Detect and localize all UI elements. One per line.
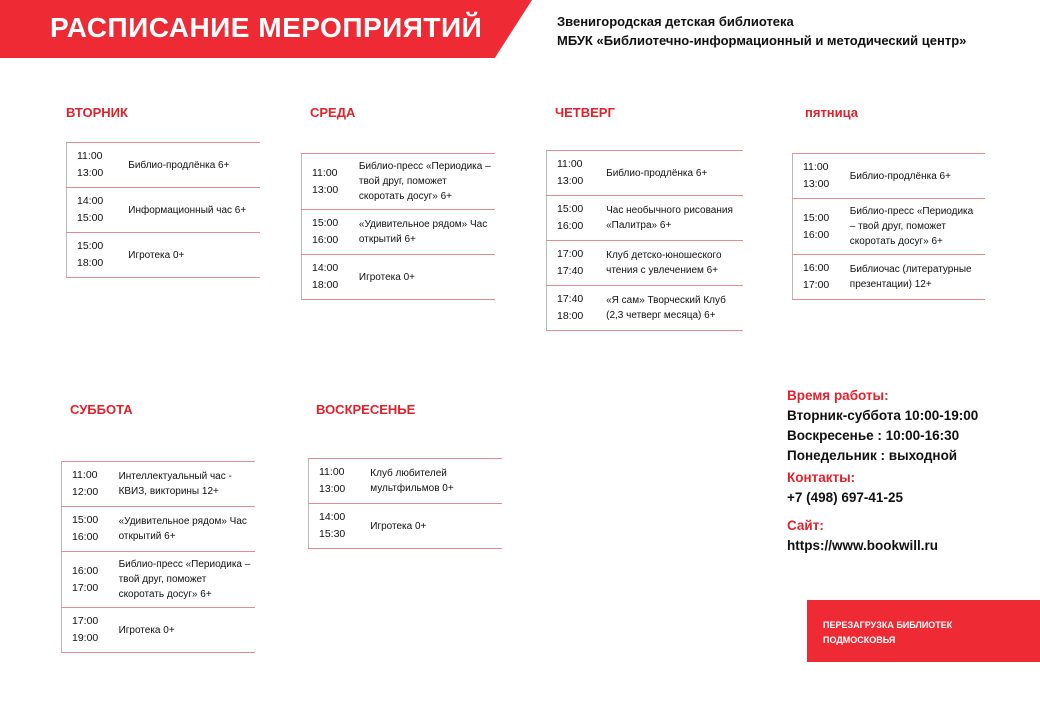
event-end-time: 15:00: [77, 212, 104, 224]
event-end-time: 12:00: [72, 486, 99, 498]
schedule-row: [62, 507, 256, 552]
event-end-time: 19:00: [72, 632, 99, 644]
schedule-row: [547, 286, 744, 331]
schedule-row: [793, 154, 986, 199]
working-hours: [787, 386, 978, 466]
site-url[interactable]: https://www.bookwill.ru: [787, 538, 938, 553]
event-time: [62, 552, 115, 608]
schedule-row: [309, 459, 503, 504]
schedule-row: [67, 143, 261, 188]
event-time: [62, 462, 115, 507]
event-end-time: 16:00: [557, 220, 584, 232]
schedule-row: [62, 552, 256, 608]
event-title: Библио-пресс «Периодика – твой друг, поможет скоротать досуг» 6+: [355, 154, 495, 210]
footer-text: [823, 618, 983, 648]
schedule-row: [302, 210, 496, 255]
event-time: [67, 233, 125, 278]
event-start-time: 15:00: [77, 240, 104, 252]
event-title: Библио-продлёнка 6+: [846, 154, 985, 199]
event-time: [67, 143, 125, 188]
schedule-row: [793, 255, 986, 300]
event-time: [309, 459, 367, 504]
event-time: [547, 151, 603, 196]
event-title: Час необычного рисования «Палитра» 6+: [602, 196, 743, 241]
day-heading: пятница: [805, 105, 859, 120]
event-time: [547, 196, 603, 241]
event-title: Информационный час 6+: [124, 188, 260, 233]
organization-name: [557, 12, 966, 50]
event-title: Игротека 0+: [366, 504, 502, 549]
org-line-2: МБУК «Библиотечно-информационный и методический центр»: [557, 33, 967, 48]
event-title: Библио-пресс «Периодика – твой друг, поможет скоротать досуг» 6+: [846, 199, 985, 255]
event-end-time: 16:00: [312, 234, 339, 246]
event-start-time: 14:00: [312, 262, 339, 274]
event-start-time: 11:00: [803, 161, 829, 173]
event-title: Игротека 0+: [355, 255, 495, 300]
event-start-time: 11:00: [77, 150, 103, 162]
footer-line-1: ПЕРЕЗАГРУЗКА БИБЛИОТЕК: [823, 620, 953, 630]
event-title: Игротека 0+: [115, 608, 255, 653]
phone-number: +7 (498) 697-41-25: [787, 490, 903, 505]
day-heading: ВОСКРЕСЕНЬЕ: [316, 402, 416, 417]
event-end-time: 13:00: [557, 175, 584, 187]
schedule-row: [302, 154, 496, 210]
event-title: Библио-пресс «Периодика – твой друг, поможет скоротать досуг» 6+: [115, 552, 255, 608]
event-start-time: 11:00: [319, 466, 345, 478]
event-end-time: 18:00: [77, 257, 104, 269]
page-title: РАСПИСАНИЕ МЕРОПРИЯТИЙ: [50, 12, 483, 43]
event-start-time: 17:40: [557, 293, 584, 305]
hours-line-2: Воскресенье : 10:00-16:30: [787, 428, 960, 443]
event-time: [62, 608, 115, 653]
schedule-row: [309, 504, 503, 549]
event-start-time: 11:00: [557, 158, 583, 170]
event-start-time: 17:00: [557, 248, 584, 260]
event-start-time: 16:00: [803, 262, 830, 274]
event-time: [302, 210, 355, 255]
event-end-time: 18:00: [557, 310, 584, 322]
hours-line-3: Понедельник : выходной: [787, 448, 958, 463]
footer-line-2: ПОДМОСКОВЬЯ: [823, 635, 896, 645]
schedule-table: [308, 458, 502, 549]
event-end-time: 16:00: [72, 531, 99, 543]
event-title: Библиочас (литературные презентации) 12+: [846, 255, 985, 300]
event-start-time: 14:00: [319, 511, 346, 523]
hours-line-1: Вторник-суббота 10:00-19:00: [787, 408, 979, 423]
event-time: [309, 504, 367, 549]
event-time: [62, 507, 115, 552]
contacts: [787, 468, 903, 508]
event-start-time: 15:00: [557, 203, 584, 215]
event-end-time: 17:00: [803, 279, 830, 291]
schedule-row: [793, 199, 986, 255]
schedule-row: [547, 151, 744, 196]
org-line-1: Звенигородская детская библиотека: [557, 14, 794, 29]
schedule-row: [547, 196, 744, 241]
event-start-time: 11:00: [312, 166, 338, 179]
footer-banner: [807, 600, 1040, 662]
event-time: [793, 199, 846, 255]
schedule-table: [301, 153, 495, 300]
contacts-label: Контакты:: [787, 470, 856, 485]
day-heading: ВТОРНИК: [66, 105, 128, 120]
event-title: Игротека 0+: [124, 233, 260, 278]
event-time: [793, 154, 846, 199]
event-title: Интеллектуальный час - КВИЗ, викторины 12+: [115, 462, 255, 507]
schedule-row: [67, 233, 261, 278]
day-heading: ЧЕТВЕРГ: [555, 105, 615, 120]
event-time: [793, 255, 846, 300]
schedule-row: [62, 462, 256, 507]
event-time: [547, 286, 603, 331]
event-start-time: 15:00: [803, 211, 830, 224]
schedule-row: [547, 241, 744, 286]
event-start-time: 15:00: [312, 217, 339, 229]
site-label: Сайт:: [787, 518, 824, 533]
event-time: [547, 241, 603, 286]
event-end-time: 13:00: [319, 483, 346, 495]
event-title: «Удивительное рядом» Час открытий 6+: [115, 507, 255, 552]
event-end-time: 17:40: [557, 265, 584, 277]
schedule-table: [546, 150, 743, 331]
schedule-row: [302, 255, 496, 300]
event-title: «Удивительное рядом» Час открытий 6+: [355, 210, 495, 255]
event-end-time: 13:00: [803, 178, 830, 190]
working-hours-label: Время работы:: [787, 388, 889, 403]
event-end-time: 17:00: [72, 581, 99, 594]
schedule-table: [61, 461, 255, 653]
event-title: «Я сам» Творческий Клуб (2,3 четверг месяца) 6+: [602, 286, 743, 331]
event-end-time: 13:00: [77, 167, 104, 179]
event-time: [302, 255, 355, 300]
event-end-time: 18:00: [312, 279, 339, 291]
website: [787, 516, 938, 556]
event-time: [67, 188, 125, 233]
event-start-time: 14:00: [77, 195, 104, 207]
event-start-time: 16:00: [72, 564, 99, 577]
event-end-time: 16:00: [803, 228, 830, 241]
schedule-table: [792, 153, 985, 300]
event-title: Клуб детско-юношеского чтения с увлечением 6+: [602, 241, 743, 286]
schedule-row: [67, 188, 261, 233]
day-heading: СУББОТА: [70, 402, 133, 417]
event-time: [302, 154, 355, 210]
day-heading: СРЕДА: [310, 105, 356, 120]
event-start-time: 15:00: [72, 514, 99, 526]
event-start-time: 11:00: [72, 469, 98, 481]
event-end-time: 13:00: [312, 183, 339, 196]
event-start-time: 17:00: [72, 615, 99, 627]
event-end-time: 15:30: [319, 528, 346, 540]
event-title: Клуб любителей мультфильмов 0+: [366, 459, 502, 504]
event-title: Библио-продлёнка 6+: [124, 143, 260, 188]
schedule-table: [66, 142, 260, 278]
event-title: Библио-продлёнка 6+: [602, 151, 743, 196]
schedule-row: [62, 608, 256, 653]
